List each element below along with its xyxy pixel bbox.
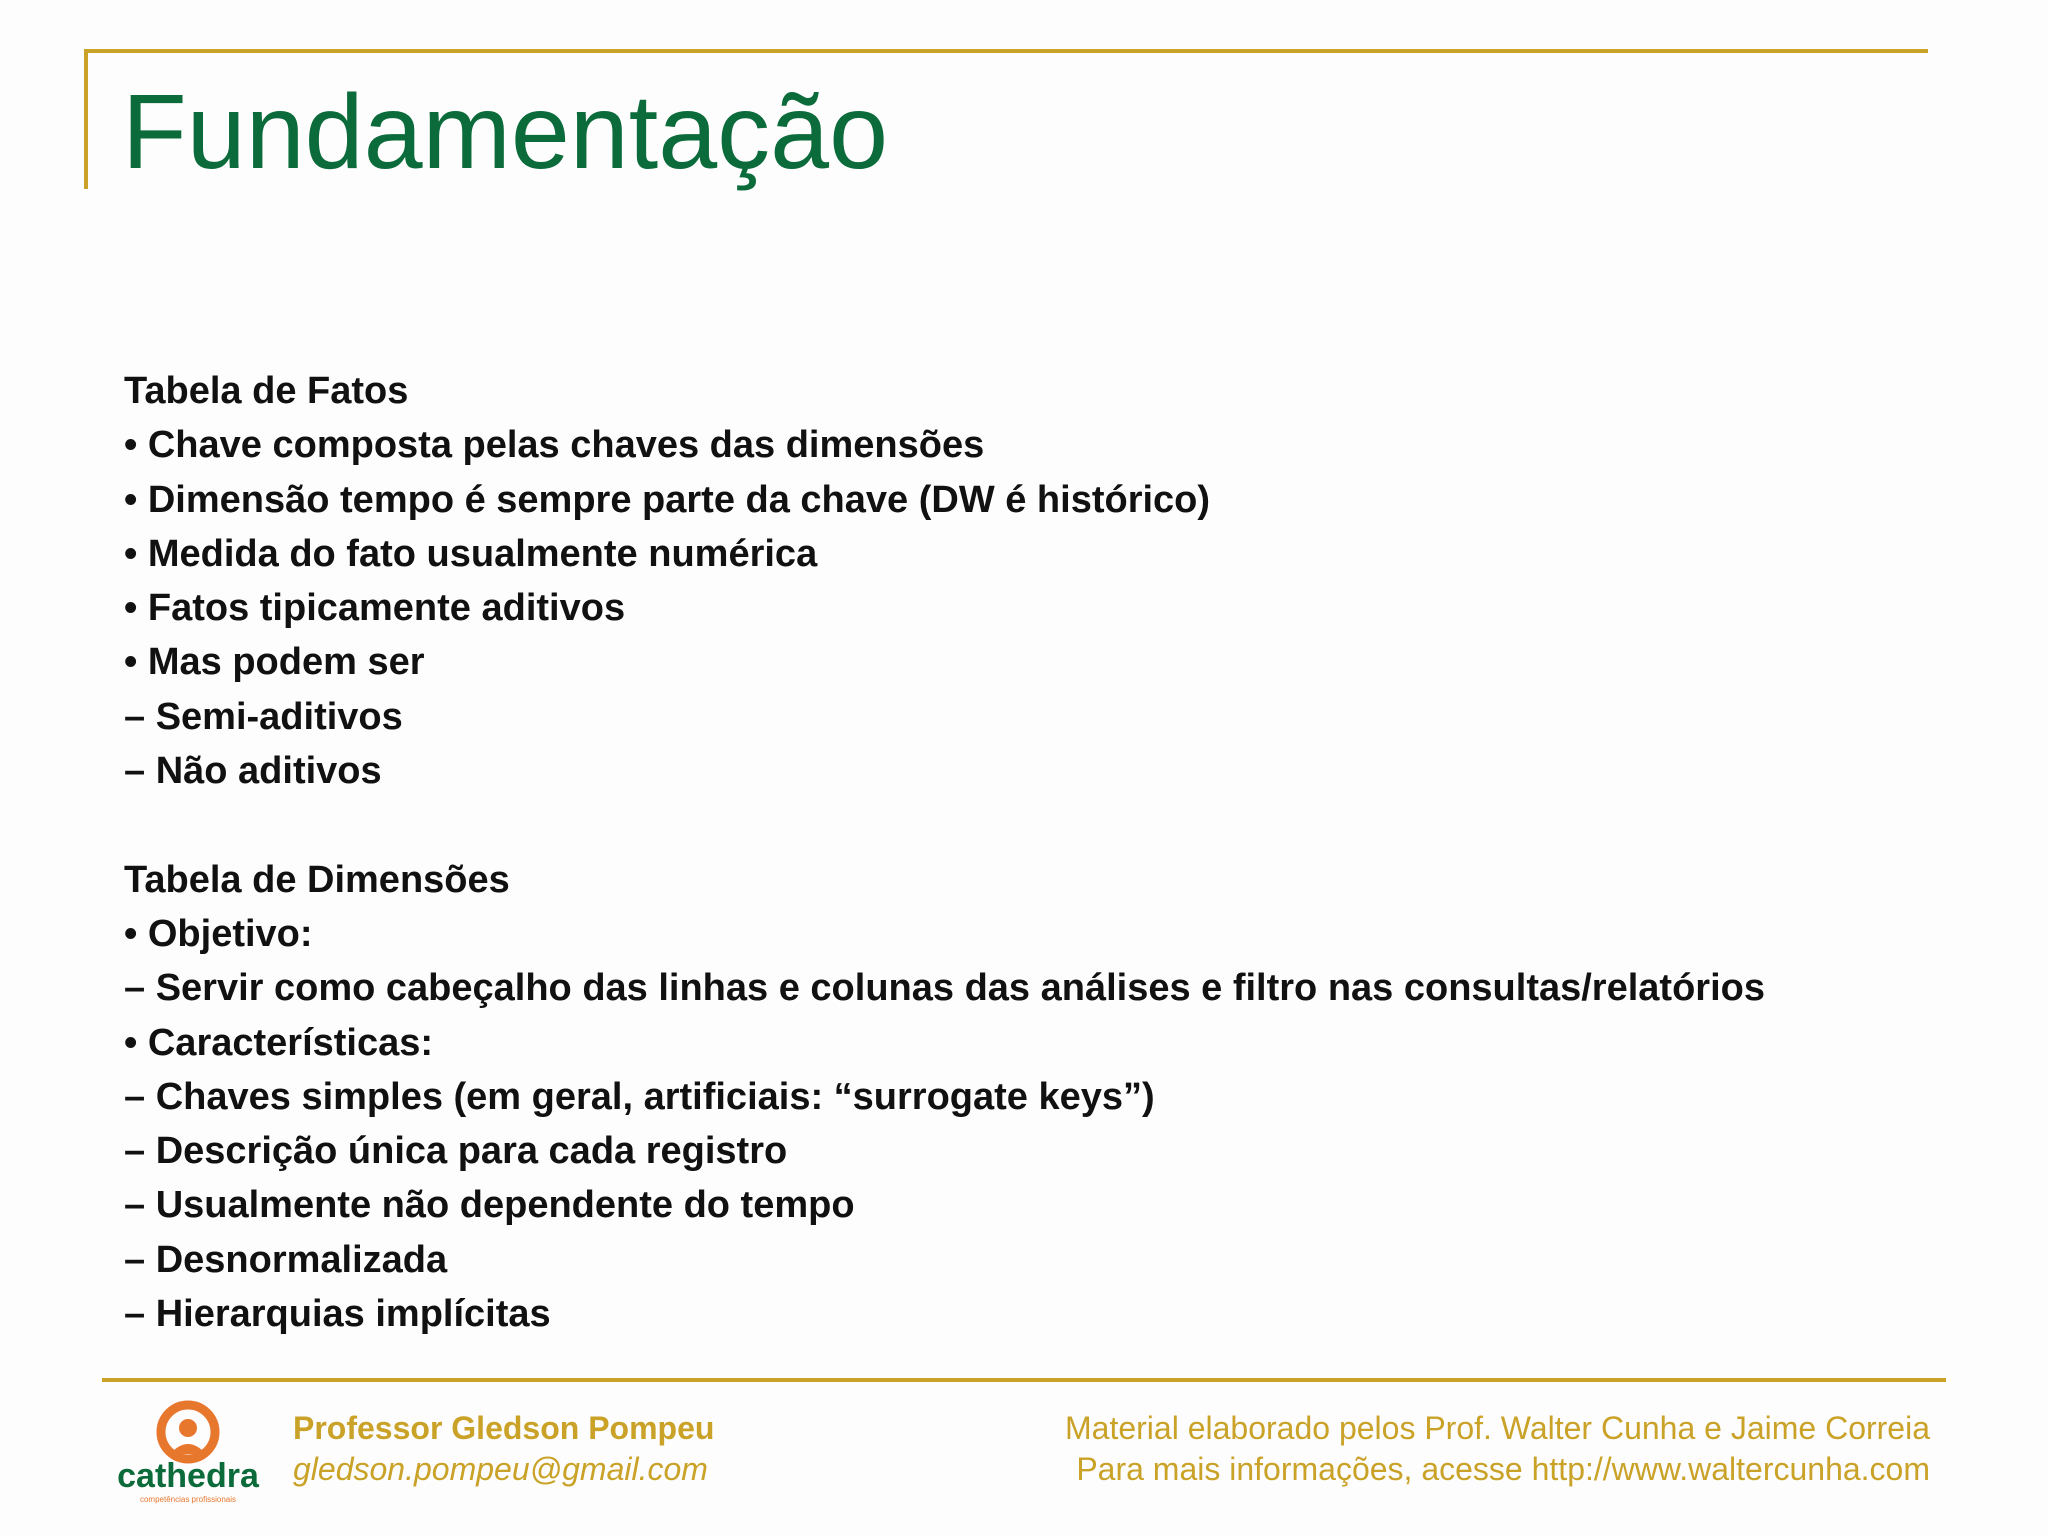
bullet-item: • Fatos tipicamente aditivos — [124, 587, 626, 630]
bullet-item: • Medida do fato usualmente numérica — [124, 532, 818, 575]
credit-line: Material elaborado pelos Prof. Walter Cunha e Jaime Correia — [1065, 1410, 1930, 1446]
sub-item: – Usualmente não dependente do tempo — [124, 1184, 855, 1227]
info-line: Para mais informações, acesse http://www.waltercunha.com — [1076, 1451, 1930, 1487]
sub-item: – Servir como cabeçalho das linhas e colunas das análises e filtro nas consultas/relatórios — [124, 967, 1765, 1010]
slide-content — [124, 364, 1765, 1341]
sub-item: – Desnormalizada — [124, 1238, 448, 1281]
logo-wordmark: cathedra — [117, 1457, 259, 1495]
sub-item: – Descrição única para cada registro — [124, 1130, 788, 1173]
slide-title: Fundamentação — [122, 73, 889, 191]
footer-rule — [102, 1378, 1946, 1382]
bullet-item: • Mas podem ser — [124, 641, 425, 684]
bullet-item: • Chave composta pelas chaves das dimensões — [124, 424, 985, 467]
section-heading-fatos: Tabela de Fatos — [124, 370, 409, 412]
title-frame-left-rule — [84, 49, 88, 189]
bullet-item: • Características: — [124, 1021, 434, 1064]
footer-author — [293, 1408, 714, 1490]
title-frame-top-rule — [84, 49, 1928, 53]
bullet-item: • Objetivo: — [124, 912, 313, 955]
logo-tagline: competências profissionais — [139, 1495, 237, 1504]
cathedra-logo — [108, 1398, 268, 1508]
bullet-item: • Dimensão tempo é sempre parte da chave (DW é histórico) — [124, 478, 1211, 521]
sub-item: – Não aditivos — [124, 750, 382, 793]
professor-name: Professor Gledson Pompeu — [293, 1410, 715, 1446]
sub-item: – Semi-aditivos — [124, 695, 403, 738]
section-heading-dimensoes: Tabela de Dimensões — [124, 858, 510, 901]
footer-credits — [1065, 1408, 1930, 1490]
section-spacer — [124, 798, 1765, 852]
professor-email: gledson.pompeu@gmail.com — [293, 1451, 708, 1487]
sub-item: – Hierarquias implícitas — [124, 1293, 551, 1336]
sub-item: – Chaves simples (em geral, artificiais: “surrogate keys”) — [124, 1075, 1155, 1118]
